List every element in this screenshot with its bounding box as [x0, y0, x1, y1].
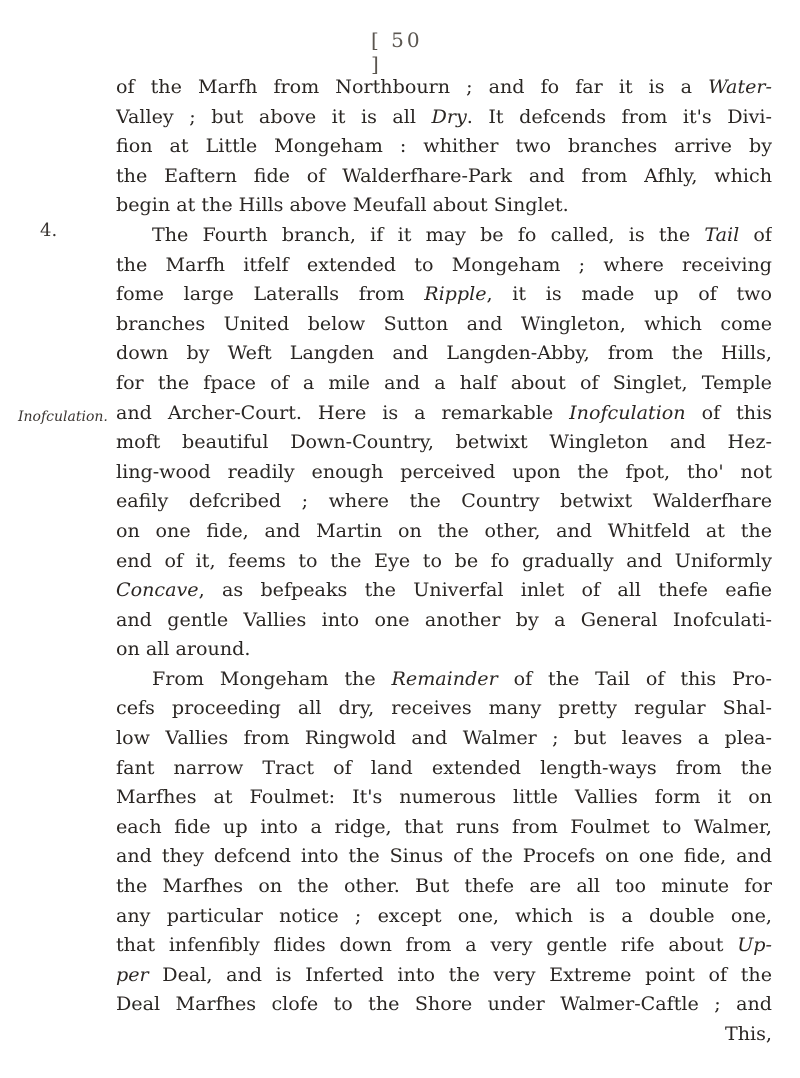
text-run: ling-wood readily enough perceived upon the fpot, tho' not — [116, 459, 772, 483]
text-line — [116, 930, 772, 960]
text-line — [116, 516, 772, 546]
text-line — [116, 72, 772, 102]
text-run: This, — [724, 1022, 772, 1045]
text-line — [116, 871, 772, 901]
text-run: end of it, feems to the Eye to be fo gradually and Uniformly — [116, 548, 772, 572]
text-run: cefs proceeding all dry, receives many pretty regular Shal- — [116, 696, 772, 720]
text-line — [116, 605, 772, 635]
text-run: the Marfh itfelf extended to Mongeham ; where receiving — [116, 252, 772, 276]
text-run: Marfhes at Foulmet: It's numerous little Vallies form it on — [116, 785, 772, 809]
text-line — [116, 279, 772, 309]
text-line — [116, 960, 772, 990]
text-line — [116, 309, 772, 339]
text-run: the Eaftern fide of Walderfhare-Park and from Afhly, which — [116, 163, 772, 187]
text-run: moft beautiful Down-Country, betwixt Wingleton and Hez- — [116, 430, 772, 454]
italic-run: Inofculation — [569, 400, 686, 424]
text-line — [116, 812, 772, 842]
text-run: . It defcends from it's Divi- — [466, 104, 772, 128]
text-run: any particular notice ; except one, which is a double one, — [116, 903, 772, 927]
text-run: that infenfibly flides down from a very gentle rife about — [116, 933, 738, 957]
text-line — [116, 131, 772, 161]
text-run: of this — [685, 400, 772, 424]
margin-paragraph-number: 4. — [40, 220, 58, 241]
text-run: begin at the Hills above Meufall about Singlet. — [116, 193, 569, 217]
page-number: [ 50 ] — [371, 28, 423, 76]
text-run: fant narrow Tract of land extended length-ways from the — [116, 755, 772, 779]
text-run: each fide up into a ridge, that runs from Foulmet to Walmer, — [116, 814, 772, 838]
text-run: fion at Little Mongeham : whither two branches arrive by — [116, 134, 772, 158]
text-line — [116, 427, 772, 457]
text-run: the Marfhes on the other. But thefe are all too minute for — [116, 874, 772, 898]
text-run: , as befpeaks the Univerfal inlet of all thefe eafie — [198, 578, 772, 602]
text-line — [116, 190, 772, 220]
text-line — [116, 546, 772, 576]
text-run: Valley ; but above it is all — [116, 104, 432, 128]
text-run: , it is made up of two — [486, 282, 772, 306]
text-run: branches United below Sutton and Wingleton, which come — [116, 311, 772, 335]
italic-run: Up- — [737, 933, 772, 957]
text-run: eafily defcribed ; where the Country betwixt Walderfhare — [116, 489, 772, 513]
margin-note-inosculation: Inofculation. — [18, 409, 108, 425]
text-run: and Archer-Court. Here is a remarkable — [116, 400, 570, 424]
text-line — [116, 989, 772, 1019]
text-run: for the fpace of a mile and a half about of Singlet, Temple — [116, 370, 772, 394]
text-run: down by Weft Langden and Langden-Abby, from the Hills, — [116, 341, 772, 365]
text-run: of the Marfh from Northbourn ; and fo far it is a — [116, 75, 709, 98]
text-line — [116, 782, 772, 812]
italic-run: Ripple — [424, 282, 487, 306]
text-line — [116, 102, 772, 132]
text-line — [116, 664, 772, 694]
text-line — [116, 634, 772, 664]
text-line — [116, 398, 772, 428]
italic-run: Remainder — [391, 666, 498, 690]
text-run: From Mongeham the — [152, 666, 392, 690]
text-line — [116, 575, 772, 605]
text-run: of — [739, 222, 772, 246]
body-text — [116, 72, 772, 1049]
italic-run: Concave — [116, 578, 199, 602]
italic-run: Tail — [704, 222, 740, 246]
text-run: and they defcend into the Sinus of the Procefs on one fide, and — [116, 844, 772, 868]
text-line — [116, 250, 772, 280]
text-line — [116, 1019, 772, 1049]
text-line — [116, 693, 772, 723]
text-line — [116, 220, 772, 250]
text-line — [116, 161, 772, 191]
text-run: low Vallies from Ringwold and Walmer ; but leaves a plea- — [116, 726, 772, 750]
text-run: Deal Marfhes clofe to the Shore under Walmer-Caftle ; and — [116, 992, 772, 1016]
italic-run: Dry — [431, 104, 467, 128]
text-run: of the Tail of this Pro- — [497, 666, 772, 690]
text-line — [116, 338, 772, 368]
text-run: fome large Lateralls from — [116, 282, 425, 306]
italic-run: per — [116, 962, 149, 986]
text-run: and gentle Vallies into one another by a General Inofculati- — [116, 607, 772, 631]
text-line — [116, 486, 772, 516]
text-run: on one fide, and Martin on the other, and Whitfeld at the — [116, 518, 772, 542]
text-run: on all around. — [116, 637, 251, 661]
text-line — [116, 723, 772, 753]
text-run: The Fourth branch, if it may be fo called, is the — [152, 222, 705, 246]
text-line — [116, 368, 772, 398]
italic-run: Water- — [708, 75, 772, 98]
text-run: Deal, and is Inferted into the very Extreme point of the — [148, 962, 772, 986]
text-line — [116, 753, 772, 783]
text-line — [116, 901, 772, 931]
text-line — [116, 457, 772, 487]
text-line — [116, 841, 772, 871]
